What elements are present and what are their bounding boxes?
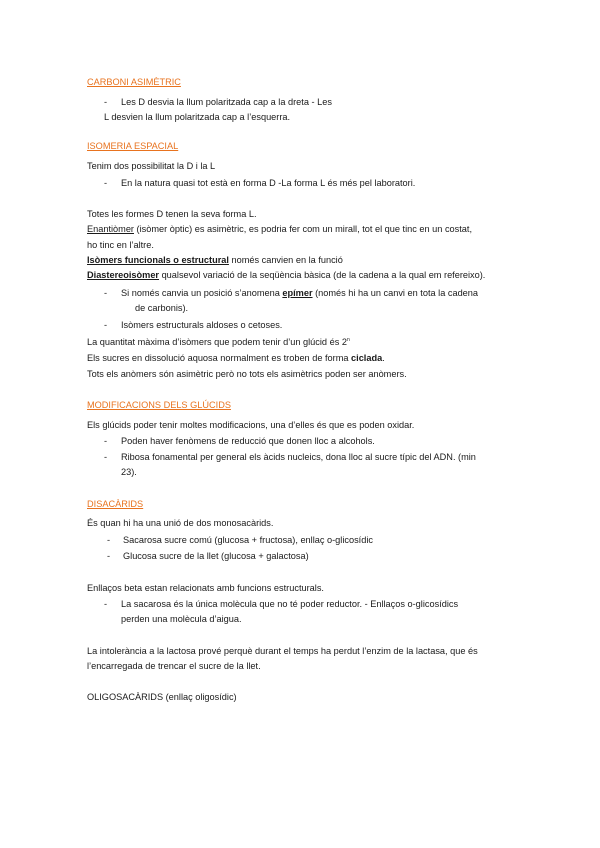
- s3-bullet-text: Ribosa fonamental per general els àcids nucleics, dona lloc al sucre típic del ADN. (min: [121, 452, 476, 462]
- s2-isomer-quantity: [87, 336, 350, 348]
- bullet: -: [104, 599, 108, 609]
- s2-bullet-text: En la natura quasi tot està en forma D -La forma L és més pel laboratori.: [121, 178, 416, 188]
- s2-ciclada-text: Els sucres en dissolució aquosa normalment es troben de forma: [87, 353, 352, 363]
- s2-enantiomer-def: (isòmer òptic) es asimètric, es podria fer com un mirall, tot el que tinc en un costat,: [133, 224, 473, 234]
- heading-disacarids: DISACÀRIDS: [87, 499, 144, 509]
- bullet: -: [104, 178, 108, 188]
- bullet: -: [104, 452, 108, 462]
- s2-epimer-text: Si només canvia un posició s’anomena: [121, 288, 283, 298]
- s2-epimer-line: [121, 287, 478, 299]
- term-ciclada: ciclada: [351, 353, 383, 363]
- s2-ciclada-period: .: [382, 353, 385, 363]
- bullet: -: [104, 97, 108, 107]
- s2-enantiomer-line: [87, 223, 472, 235]
- term-enantiomer: Enantiòmer: [87, 224, 134, 234]
- s4-paragraph: La intolerància a la lactosa prové perquè durant el temps ha perdut l’enzim de la lactasa, que és: [87, 646, 478, 656]
- s2-paragraph: Totes les formes D tenen la seva forma L.: [87, 209, 257, 219]
- s2-bullet-text: Isòmers estructurals aldoses o cetoses.: [121, 320, 283, 330]
- bullet: -: [104, 320, 108, 330]
- s1-bullet-text-cont: L desvien la llum polaritzada cap a l’esquerra.: [104, 112, 291, 122]
- s2-enantiomer-def-cont: ho tinc en l’altre.: [87, 240, 154, 250]
- term-epimer: epímer: [282, 288, 313, 298]
- oligosacarids-line: OLIGOSACÀRIDS (enllaç oligosídic): [87, 692, 237, 702]
- heading-carboni-asimetric: CARBONI ASIMÈTRIC: [87, 77, 181, 87]
- s3-bullet-text-cont: 23).: [121, 467, 137, 477]
- bullet: -: [104, 288, 108, 298]
- s2-diastereo-def: qualsevol variació de la seqüència bàsica (de la cadena a la qual em refereixo).: [159, 270, 486, 280]
- heading-isomeria-espacial: ISOMERIA ESPACIAL: [87, 141, 179, 151]
- s2-epimer-cont: de carbonis).: [135, 303, 189, 313]
- s4-paragraph: És quan hi ha una unió de dos monosacàrids.: [87, 518, 274, 528]
- s2-paragraph: Tenim dos possibilitat la D i la L: [87, 161, 216, 171]
- bullet: -: [107, 535, 111, 545]
- s2-ciclada-line: [87, 352, 385, 364]
- s4-bullet-text: La sacarosa és la única molècula que no té poder reductor. - Enllaços o-glicosídics: [121, 599, 459, 609]
- heading-modificacions: MODIFICACIONS DELS GLÚCIDS: [87, 400, 231, 410]
- bullet: -: [104, 436, 108, 446]
- s2-epimer-text-2: (només hi ha un canvi en tota la cadena: [312, 288, 479, 298]
- s2-paragraph: Tots els anòmers són asimètric però no tots els asimètrics poden ser anòmers.: [87, 369, 407, 379]
- s4-paragraph-cont: l’encarregada de trencar el sucre de la llet.: [87, 661, 261, 671]
- s2-isomers-def: només canvien en la funció: [228, 255, 343, 265]
- s3-paragraph: Els glúcids poder tenir moltes modificacions, una d’elles és que es poden oxidar.: [87, 420, 415, 430]
- bullet: -: [107, 551, 111, 561]
- s4-bullet-text-cont: perden una molècula d’aigua.: [121, 614, 242, 624]
- s4-paragraph: Enllaços beta estan relacionats amb funcions estructurals.: [87, 583, 324, 593]
- s3-bullet-text: Poden haver fenòmens de reducció que donen lloc a alcohols.: [121, 436, 375, 446]
- s2-isomers-line: [87, 254, 343, 266]
- s2-diastereo-line: [87, 269, 485, 281]
- term-diastereoisomer: Diastereoisòmer: [87, 270, 160, 280]
- s4-bullet-text: Glucosa sucre de la llet (glucosa + galactosa): [123, 551, 309, 561]
- s4-bullet-text: Sacarosa sucre comú (glucosa + fructosa), enllaç o-glicosídic: [123, 535, 373, 545]
- s2-quantity-text: La quantitat màxima d’isòmers que podem tenir d’un glúcid és 2: [87, 337, 347, 347]
- s1-bullet-text: Les D desvia la llum polaritzada cap a la dreta - Les: [121, 97, 332, 107]
- term-isomers-funcionals: Isòmers funcionals o estructural: [87, 255, 229, 265]
- superscript-n: n: [346, 336, 350, 343]
